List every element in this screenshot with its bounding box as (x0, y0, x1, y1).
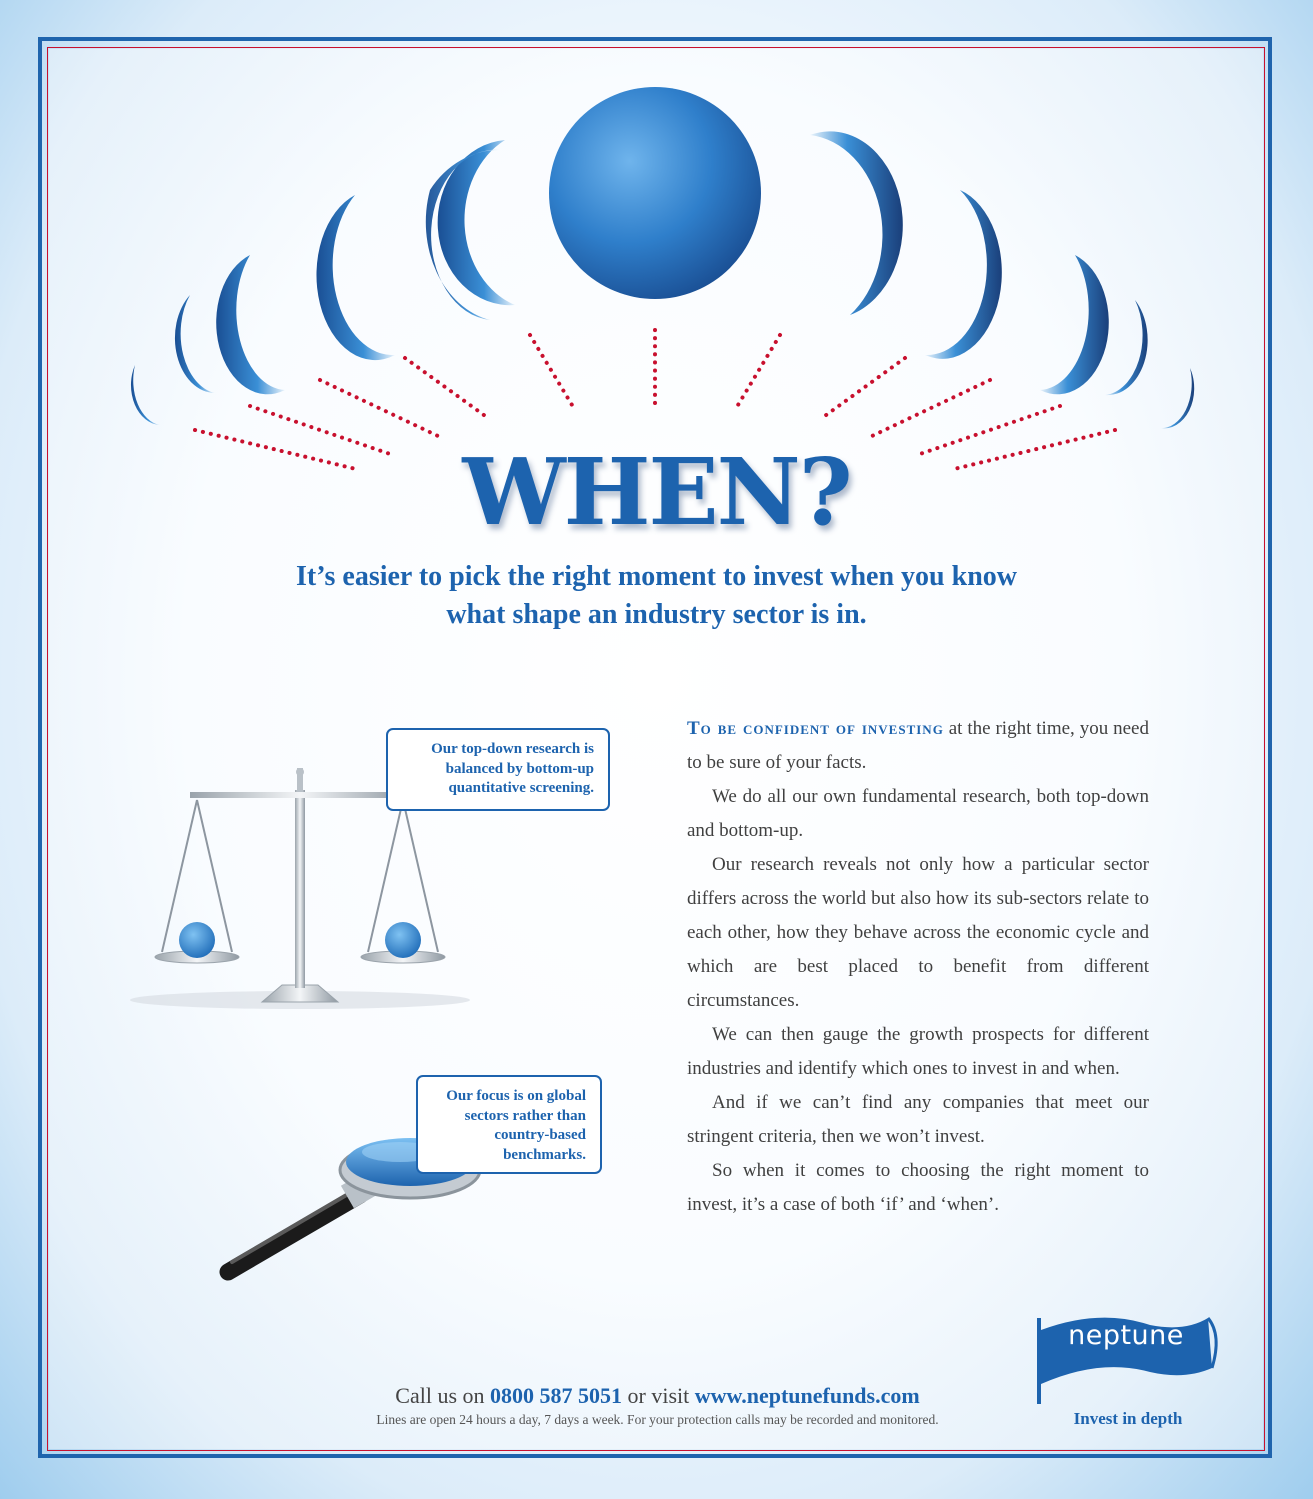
small-print: Lines are open 24 hours a day, 7 days a week. For your protection calls may be recorded and monitored. (376, 1412, 939, 1427)
website-link[interactable]: www.neptunefunds.com (694, 1383, 920, 1408)
contact-prefix: Call us on (395, 1383, 491, 1408)
contact-middle: or visit (622, 1383, 695, 1408)
subheadline-line-2: what shape an industry sector is in. (446, 599, 867, 630)
brand-name: neptune (1068, 1320, 1184, 1351)
lead-in: To be confident of investing (687, 718, 944, 739)
callout-line: Our top-down research is (431, 741, 594, 757)
body-paragraph-1-rest: at the right time, you need to be sure of your facts. (687, 718, 1149, 773)
contact-line (300, 1383, 1015, 1409)
body-paragraph-1 (687, 712, 1149, 780)
brand-tagline: Invest in depth (1073, 1409, 1183, 1428)
subheadline (0, 558, 1313, 634)
callout-line: benchmarks. (503, 1146, 586, 1163)
callout-line: balanced by bottom-up (445, 760, 594, 777)
body-paragraph-2: We do all our own fundamental research, both top-down and bottom-up. (687, 786, 1149, 841)
body-paragraph-4: We can then gauge the growth prospects for different industries and identify which ones to invest in and when. (687, 1024, 1149, 1079)
phone-number[interactable]: 0800 587 5051 (490, 1383, 623, 1408)
headline: WHEN? (462, 438, 851, 546)
planet-phases-icon (131, 87, 1194, 428)
callout-line: sectors rather than (464, 1107, 586, 1124)
callout-line: quantitative screening. (448, 780, 594, 796)
scales-callout (386, 728, 610, 811)
body-copy (687, 712, 1149, 1222)
magnifier-callout (416, 1075, 602, 1174)
body-paragraph-6: So when it comes to choosing the right moment to invest, it’s a case of both ‘if’ and ‘when’. (687, 1160, 1149, 1215)
body-paragraph-3: Our research reveals not only how a particular sector differs across the world but also how its sub-sectors relate to each other, how they behave across the economic cycle and which are best placed to benefit from different circumstances. (687, 854, 1149, 1011)
callout-line: country-based (494, 1127, 586, 1143)
subheadline-line-1: It’s easier to pick the right moment to invest when you know (296, 561, 1017, 592)
callout-line: Our focus is on global (446, 1088, 586, 1104)
body-paragraph-5: And if we can’t find any companies that meet our stringent criteria, then we won’t invest. (687, 1092, 1149, 1147)
